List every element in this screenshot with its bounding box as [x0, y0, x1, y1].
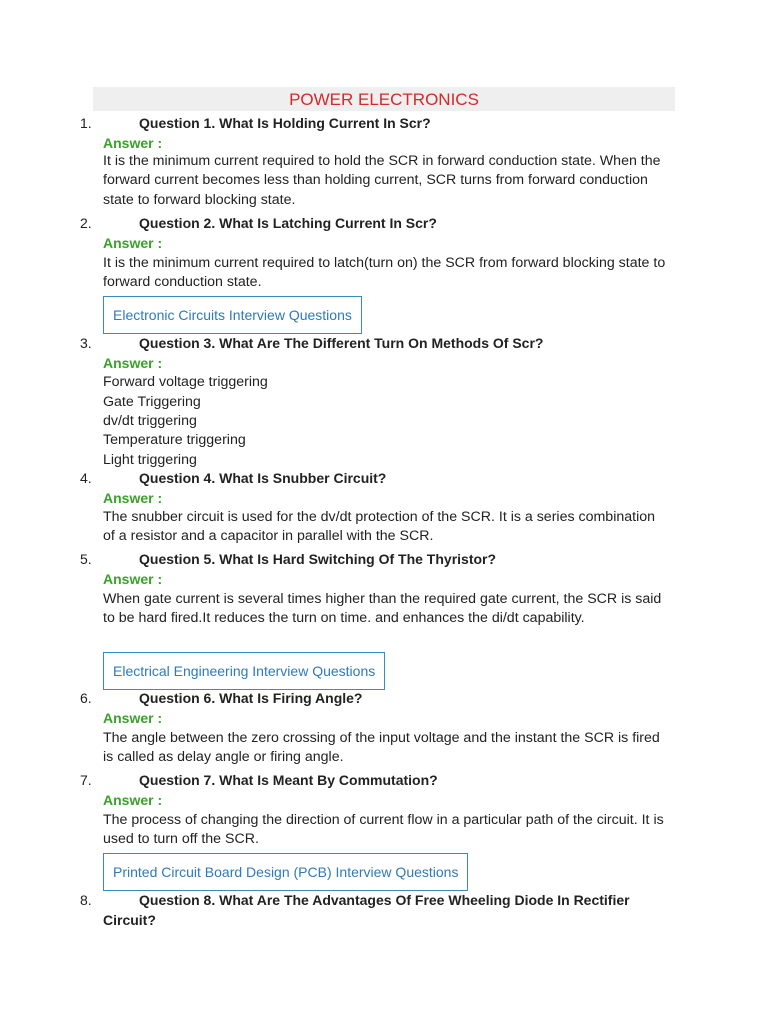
answer-text: The process of changing the direction of current flow in a particular path of the circuit. It is used to turn off the SCR. [103, 812, 664, 848]
related-link-pcb-design[interactable]: Printed Circuit Board Design (PCB) Interview Questions [103, 853, 468, 891]
related-link-electrical-engineering[interactable]: Electrical Engineering Interview Questions [103, 652, 385, 690]
question-number: 8. [80, 892, 92, 908]
question-text-continued: Circuit? [103, 912, 156, 928]
answer-text: The angle between the zero crossing of the input voltage and the instant the SCR is fired is called as delay angle or firing angle. [103, 730, 660, 766]
question-text: Question 8. What Are The Advantages Of Free Wheeling Diode In Rectifier [139, 892, 630, 908]
answer-line: Light triggering [103, 451, 197, 468]
answer-line: Forward voltage triggering [103, 374, 268, 390]
answer-line: Gate Triggering [103, 393, 201, 410]
question-number: 5. [80, 551, 92, 567]
answer-label: Answer : [103, 135, 163, 151]
question-text: Question 5. What Is Hard Switching Of The Thyristor? [139, 551, 497, 567]
question-text: Question 3. What Are The Different Turn On Methods Of Scr? [139, 335, 544, 351]
answer-text: It is the minimum current required to latch(turn on) the SCR from forward blocking state to forward conduction state. [103, 255, 666, 291]
answer-label: Answer : [103, 792, 163, 808]
question-text: Question 6. What Is Firing Angle? [139, 690, 363, 706]
answer-text: The snubber circuit is used for the dv/dt protection of the SCR. It is a series combination of a resistor and a capacitor in parallel with the SCR. [103, 509, 656, 545]
question-text: Question 1. What Is Holding Current In Scr? [139, 115, 431, 131]
related-link-electronic-circuits[interactable]: Electronic Circuits Interview Questions [103, 296, 362, 334]
question-number: 3. [80, 335, 92, 351]
answer-line: Temperature triggering [103, 432, 246, 448]
question-number: 1. [80, 115, 92, 131]
answer-line: dv/dt triggering [103, 413, 197, 429]
question-number: 7. [80, 772, 92, 788]
answer-label: Answer : [103, 490, 163, 506]
question-text: Question 4. What Is Snubber Circuit? [139, 470, 387, 486]
question-number: 4. [80, 470, 92, 486]
answer-label: Answer : [103, 710, 163, 726]
question-text: Question 7. What Is Meant By Commutation? [139, 772, 438, 788]
answer-text: It is the minimum current required to hold the SCR in forward conduction state. When the forward current becomes less than holding current, SCR turns from forward conduction state to forward blocking state. [103, 153, 661, 208]
answer-label: Answer : [103, 355, 163, 371]
question-number: 2. [80, 215, 92, 231]
page-title: POWER ELECTRONICS [93, 87, 675, 111]
answer-text: When gate current is several times higher than the required gate current, the SCR is said to be hard fired.It reduces the turn on time. and enhances the di/dt capability. [103, 591, 662, 627]
question-number: 6. [80, 690, 92, 706]
question-text: Question 2. What Is Latching Current In Scr? [139, 215, 437, 231]
answer-label: Answer : [103, 571, 163, 587]
answer-label: Answer : [103, 235, 163, 251]
